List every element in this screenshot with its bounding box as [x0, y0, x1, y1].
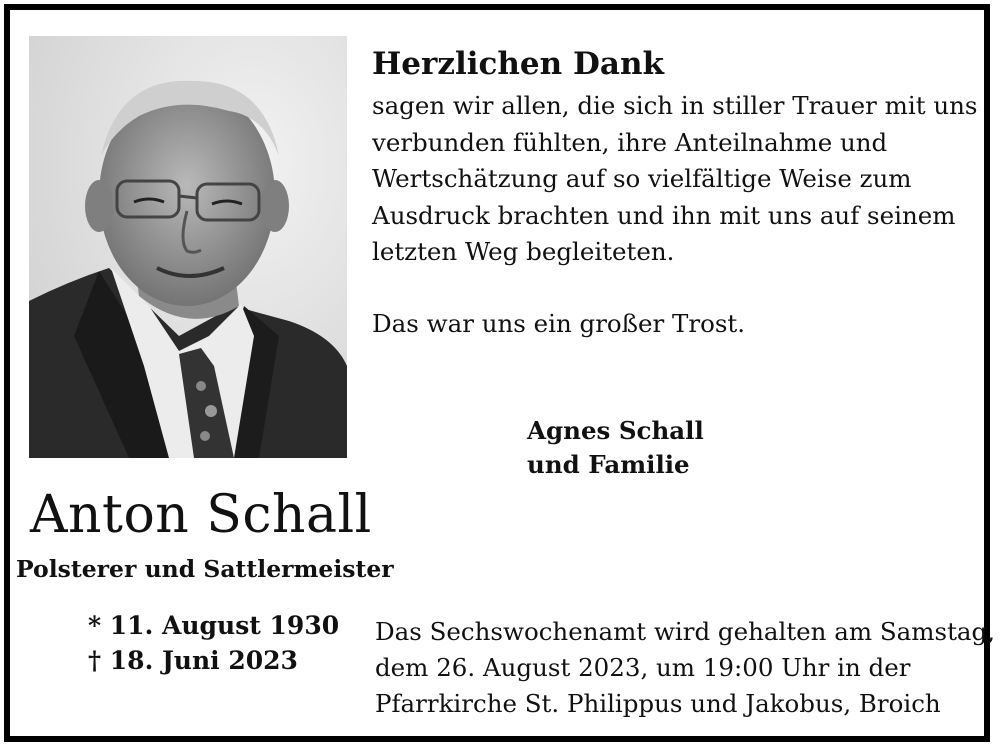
death-date: † 18. Juni 2023 — [88, 646, 298, 675]
portrait-photo — [29, 36, 347, 458]
family-line: und Familie — [527, 450, 690, 479]
family-signature — [527, 414, 704, 482]
thanks-line: Wertschätzung auf so vielfältige Weise zum — [372, 164, 912, 193]
thanks-line: Ausdruck brachten und ihn mit uns auf seinem — [372, 200, 956, 230]
life-dates — [88, 608, 340, 678]
service-announcement — [375, 614, 995, 722]
service-line: Das Sechswochenamt wird gehalten am Samstag, — [375, 617, 995, 646]
deceased-name: Anton Schall — [30, 485, 372, 545]
thanks-text — [372, 88, 982, 271]
service-line: dem 26. August 2023, um 19:00 Uhr in der — [375, 653, 911, 682]
thanks-line: letzten Weg begleiteten. — [372, 237, 675, 266]
thanks-line: verbunden fühlten, ihre Anteilnahme und — [372, 127, 888, 157]
birth-date: * 11. August 1930 — [88, 611, 340, 640]
family-line: Agnes Schall — [527, 416, 704, 445]
thanks-line: sagen wir allen, die sich in stiller Trauer mit uns — [372, 91, 978, 120]
deceased-profession: Polsterer und Sattlermeister — [16, 555, 394, 583]
portrait-illustration — [29, 36, 347, 458]
service-line: Pfarrkirche St. Philippus und Jakobus, Broich — [375, 689, 941, 718]
thanks-heading: Herzlichen Dank — [372, 46, 664, 82]
closing-sentence: Das war uns ein großer Trost. — [372, 309, 746, 338]
